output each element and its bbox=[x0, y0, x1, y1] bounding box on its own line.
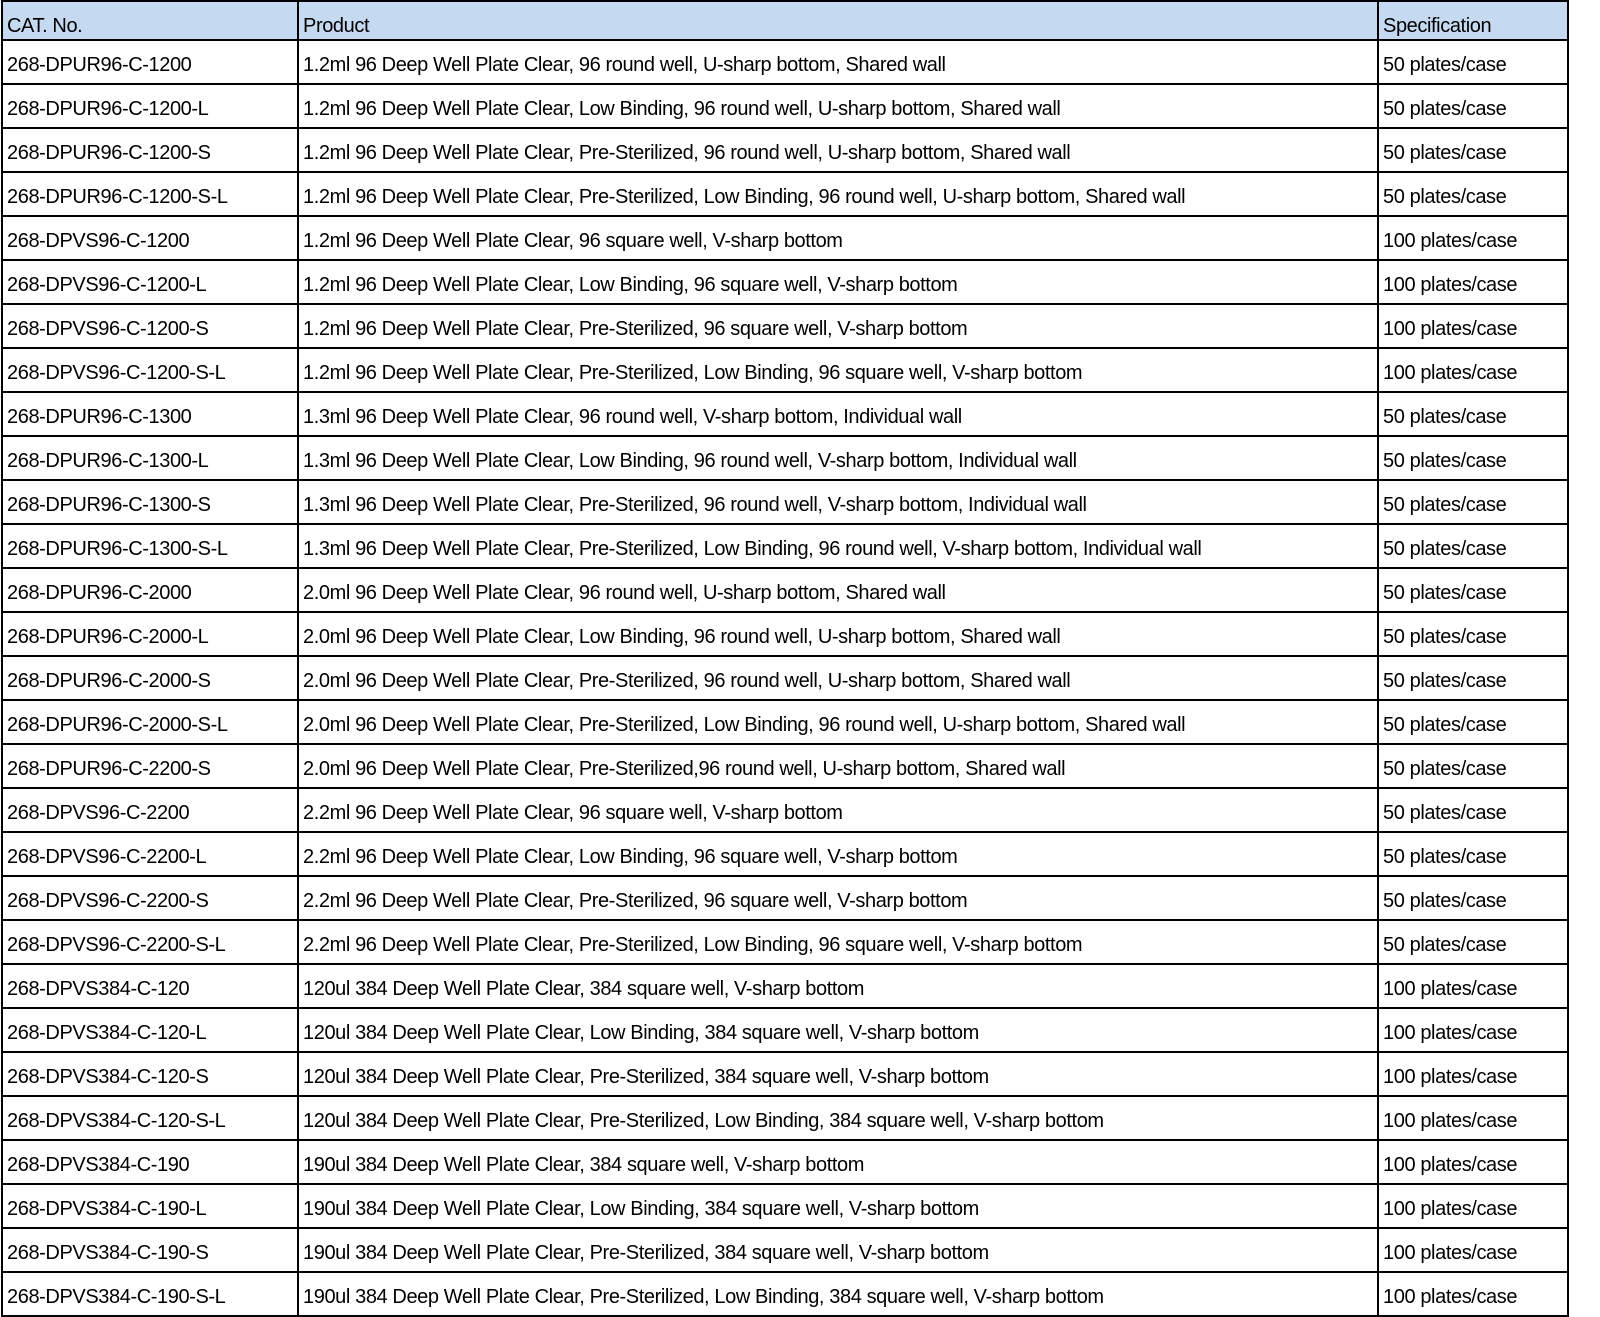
cat-no-cell: 268-DPVS96-C-1200-S bbox=[2, 304, 298, 348]
table-row bbox=[2, 1228, 1568, 1272]
cat-no-cell: 268-DPUR96-C-1300 bbox=[2, 392, 298, 436]
specification-cell: 100 plates/case bbox=[1378, 216, 1568, 260]
cat-no-cell: 268-DPVS384-C-120-L bbox=[2, 1008, 298, 1052]
specification-cell: 50 plates/case bbox=[1378, 568, 1568, 612]
header-cat-no: CAT. No. bbox=[2, 1, 298, 40]
product-cell: 1.2ml 96 Deep Well Plate Clear, Pre-Sterilized, Low Binding, 96 square well, V-sharp bottom bbox=[298, 348, 1378, 392]
cat-no-cell: 268-DPUR96-C-1200-S bbox=[2, 128, 298, 172]
specification-cell: 100 plates/case bbox=[1378, 1008, 1568, 1052]
table-row bbox=[2, 1008, 1568, 1052]
product-cell: 190ul 384 Deep Well Plate Clear, Pre-Sterilized, 384 square well, V-sharp bottom bbox=[298, 1228, 1378, 1272]
product-cell: 120ul 384 Deep Well Plate Clear, 384 square well, V-sharp bottom bbox=[298, 964, 1378, 1008]
table-row bbox=[2, 964, 1568, 1008]
specification-cell: 50 plates/case bbox=[1378, 40, 1568, 84]
specification-cell: 100 plates/case bbox=[1378, 1140, 1568, 1184]
product-cell: 1.2ml 96 Deep Well Plate Clear, Pre-Sterilized, Low Binding, 96 round well, U-sharp bottom, Shared wall bbox=[298, 172, 1378, 216]
cat-no-cell: 268-DPVS96-C-1200-L bbox=[2, 260, 298, 304]
table-row bbox=[2, 700, 1568, 744]
table-row bbox=[2, 1184, 1568, 1228]
product-cell: 1.3ml 96 Deep Well Plate Clear, Pre-Sterilized, 96 round well, V-sharp bottom, Individual wall bbox=[298, 480, 1378, 524]
specification-cell: 50 plates/case bbox=[1378, 656, 1568, 700]
table-row bbox=[2, 568, 1568, 612]
specification-cell: 100 plates/case bbox=[1378, 304, 1568, 348]
table-row bbox=[2, 436, 1568, 480]
table-row bbox=[2, 524, 1568, 568]
specification-cell: 100 plates/case bbox=[1378, 1096, 1568, 1140]
table-row bbox=[2, 216, 1568, 260]
table-body bbox=[2, 40, 1568, 1316]
table-row bbox=[2, 40, 1568, 84]
specification-cell: 100 plates/case bbox=[1378, 964, 1568, 1008]
product-cell: 2.2ml 96 Deep Well Plate Clear, Pre-Sterilized, 96 square well, V-sharp bottom bbox=[298, 876, 1378, 920]
cat-no-cell: 268-DPUR96-C-1300-S-L bbox=[2, 524, 298, 568]
cat-no-cell: 268-DPVS384-C-120 bbox=[2, 964, 298, 1008]
specification-cell: 50 plates/case bbox=[1378, 392, 1568, 436]
specification-cell: 50 plates/case bbox=[1378, 128, 1568, 172]
table-row bbox=[2, 348, 1568, 392]
product-cell: 190ul 384 Deep Well Plate Clear, Low Binding, 384 square well, V-sharp bottom bbox=[298, 1184, 1378, 1228]
table-row bbox=[2, 84, 1568, 128]
product-cell: 2.0ml 96 Deep Well Plate Clear, 96 round well, U-sharp bottom, Shared wall bbox=[298, 568, 1378, 612]
cat-no-cell: 268-DPVS384-C-120-S-L bbox=[2, 1096, 298, 1140]
table-row bbox=[2, 172, 1568, 216]
header-product: Product bbox=[298, 1, 1378, 40]
cat-no-cell: 268-DPVS384-C-190 bbox=[2, 1140, 298, 1184]
product-cell: 120ul 384 Deep Well Plate Clear, Low Binding, 384 square well, V-sharp bottom bbox=[298, 1008, 1378, 1052]
cat-no-cell: 268-DPUR96-C-2000 bbox=[2, 568, 298, 612]
table-row bbox=[2, 612, 1568, 656]
table-row bbox=[2, 656, 1568, 700]
specification-cell: 50 plates/case bbox=[1378, 84, 1568, 128]
table-row bbox=[2, 128, 1568, 172]
cat-no-cell: 268-DPUR96-C-1200-S-L bbox=[2, 172, 298, 216]
cat-no-cell: 268-DPVS96-C-1200 bbox=[2, 216, 298, 260]
product-cell: 120ul 384 Deep Well Plate Clear, Pre-Sterilized, Low Binding, 384 square well, V-sharp bottom bbox=[298, 1096, 1378, 1140]
product-cell: 190ul 384 Deep Well Plate Clear, Pre-Sterilized, Low Binding, 384 square well, V-sharp bottom bbox=[298, 1272, 1378, 1316]
product-cell: 2.0ml 96 Deep Well Plate Clear, Pre-Sterilized,96 round well, U-sharp bottom, Shared wall bbox=[298, 744, 1378, 788]
specification-cell: 50 plates/case bbox=[1378, 832, 1568, 876]
product-cell: 2.2ml 96 Deep Well Plate Clear, Low Binding, 96 square well, V-sharp bottom bbox=[298, 832, 1378, 876]
table-row bbox=[2, 260, 1568, 304]
table-row bbox=[2, 480, 1568, 524]
product-cell: 1.2ml 96 Deep Well Plate Clear, 96 round well, U-sharp bottom, Shared wall bbox=[298, 40, 1378, 84]
cat-no-cell: 268-DPUR96-C-2000-S bbox=[2, 656, 298, 700]
product-cell: 1.2ml 96 Deep Well Plate Clear, Pre-Sterilized, 96 round well, U-sharp bottom, Shared wall bbox=[298, 128, 1378, 172]
table-row bbox=[2, 392, 1568, 436]
cat-no-cell: 268-DPVS96-C-1200-S-L bbox=[2, 348, 298, 392]
specification-cell: 100 plates/case bbox=[1378, 1272, 1568, 1316]
table-header bbox=[2, 1, 1568, 40]
header-specification: Specification bbox=[1378, 1, 1568, 40]
specification-cell: 100 plates/case bbox=[1378, 260, 1568, 304]
specification-cell: 100 plates/case bbox=[1378, 1052, 1568, 1096]
table-row bbox=[2, 1140, 1568, 1184]
product-cell: 1.2ml 96 Deep Well Plate Clear, Low Binding, 96 square well, V-sharp bottom bbox=[298, 260, 1378, 304]
specification-cell: 50 plates/case bbox=[1378, 172, 1568, 216]
table-row bbox=[2, 1096, 1568, 1140]
specification-cell: 50 plates/case bbox=[1378, 436, 1568, 480]
specification-cell: 100 plates/case bbox=[1378, 348, 1568, 392]
product-cell: 2.0ml 96 Deep Well Plate Clear, Pre-Sterilized, 96 round well, U-sharp bottom, Shared wall bbox=[298, 656, 1378, 700]
table-row bbox=[2, 744, 1568, 788]
product-cell: 1.2ml 96 Deep Well Plate Clear, Low Binding, 96 round well, U-sharp bottom, Shared wall bbox=[298, 84, 1378, 128]
table-row bbox=[2, 304, 1568, 348]
cat-no-cell: 268-DPVS96-C-2200-S bbox=[2, 876, 298, 920]
cat-no-cell: 268-DPVS96-C-2200 bbox=[2, 788, 298, 832]
cat-no-cell: 268-DPUR96-C-1300-L bbox=[2, 436, 298, 480]
specification-cell: 50 plates/case bbox=[1378, 612, 1568, 656]
product-cell: 1.3ml 96 Deep Well Plate Clear, Low Binding, 96 round well, V-sharp bottom, Individual wall bbox=[298, 436, 1378, 480]
table-row bbox=[2, 1052, 1568, 1096]
specification-cell: 50 plates/case bbox=[1378, 920, 1568, 964]
cat-no-cell: 268-DPUR96-C-2000-S-L bbox=[2, 700, 298, 744]
product-catalog-table bbox=[1, 0, 1569, 1317]
cat-no-cell: 268-DPVS384-C-190-S bbox=[2, 1228, 298, 1272]
product-cell: 190ul 384 Deep Well Plate Clear, 384 square well, V-sharp bottom bbox=[298, 1140, 1378, 1184]
product-cell: 2.2ml 96 Deep Well Plate Clear, Pre-Sterilized, Low Binding, 96 square well, V-sharp bottom bbox=[298, 920, 1378, 964]
specification-cell: 50 plates/case bbox=[1378, 876, 1568, 920]
cat-no-cell: 268-DPUR96-C-2200-S bbox=[2, 744, 298, 788]
product-cell: 1.2ml 96 Deep Well Plate Clear, 96 square well, V-sharp bottom bbox=[298, 216, 1378, 260]
cat-no-cell: 268-DPUR96-C-1200 bbox=[2, 40, 298, 84]
table-row bbox=[2, 832, 1568, 876]
product-cell: 1.2ml 96 Deep Well Plate Clear, Pre-Sterilized, 96 square well, V-sharp bottom bbox=[298, 304, 1378, 348]
product-cell: 120ul 384 Deep Well Plate Clear, Pre-Sterilized, 384 square well, V-sharp bottom bbox=[298, 1052, 1378, 1096]
header-row bbox=[2, 1, 1568, 40]
cat-no-cell: 268-DPUR96-C-1200-L bbox=[2, 84, 298, 128]
table-row bbox=[2, 920, 1568, 964]
specification-cell: 50 plates/case bbox=[1378, 700, 1568, 744]
product-cell: 1.3ml 96 Deep Well Plate Clear, 96 round well, V-sharp bottom, Individual wall bbox=[298, 392, 1378, 436]
table-row bbox=[2, 1272, 1568, 1316]
cat-no-cell: 268-DPUR96-C-1300-S bbox=[2, 480, 298, 524]
cat-no-cell: 268-DPVS96-C-2200-S-L bbox=[2, 920, 298, 964]
cat-no-cell: 268-DPVS384-C-190-L bbox=[2, 1184, 298, 1228]
product-cell: 1.3ml 96 Deep Well Plate Clear, Pre-Sterilized, Low Binding, 96 round well, V-sharp bottom, Individual wall bbox=[298, 524, 1378, 568]
cat-no-cell: 268-DPUR96-C-2000-L bbox=[2, 612, 298, 656]
specification-cell: 100 plates/case bbox=[1378, 1228, 1568, 1272]
specification-cell: 50 plates/case bbox=[1378, 744, 1568, 788]
specification-cell: 50 plates/case bbox=[1378, 480, 1568, 524]
table-row bbox=[2, 788, 1568, 832]
specification-cell: 50 plates/case bbox=[1378, 788, 1568, 832]
specification-cell: 50 plates/case bbox=[1378, 524, 1568, 568]
product-cell: 2.0ml 96 Deep Well Plate Clear, Low Binding, 96 round well, U-sharp bottom, Shared wall bbox=[298, 612, 1378, 656]
product-cell: 2.2ml 96 Deep Well Plate Clear, 96 square well, V-sharp bottom bbox=[298, 788, 1378, 832]
table-row bbox=[2, 876, 1568, 920]
cat-no-cell: 268-DPVS384-C-120-S bbox=[2, 1052, 298, 1096]
specification-cell: 100 plates/case bbox=[1378, 1184, 1568, 1228]
cat-no-cell: 268-DPVS384-C-190-S-L bbox=[2, 1272, 298, 1316]
product-cell: 2.0ml 96 Deep Well Plate Clear, Pre-Sterilized, Low Binding, 96 round well, U-sharp bottom, Shared wall bbox=[298, 700, 1378, 744]
cat-no-cell: 268-DPVS96-C-2200-L bbox=[2, 832, 298, 876]
